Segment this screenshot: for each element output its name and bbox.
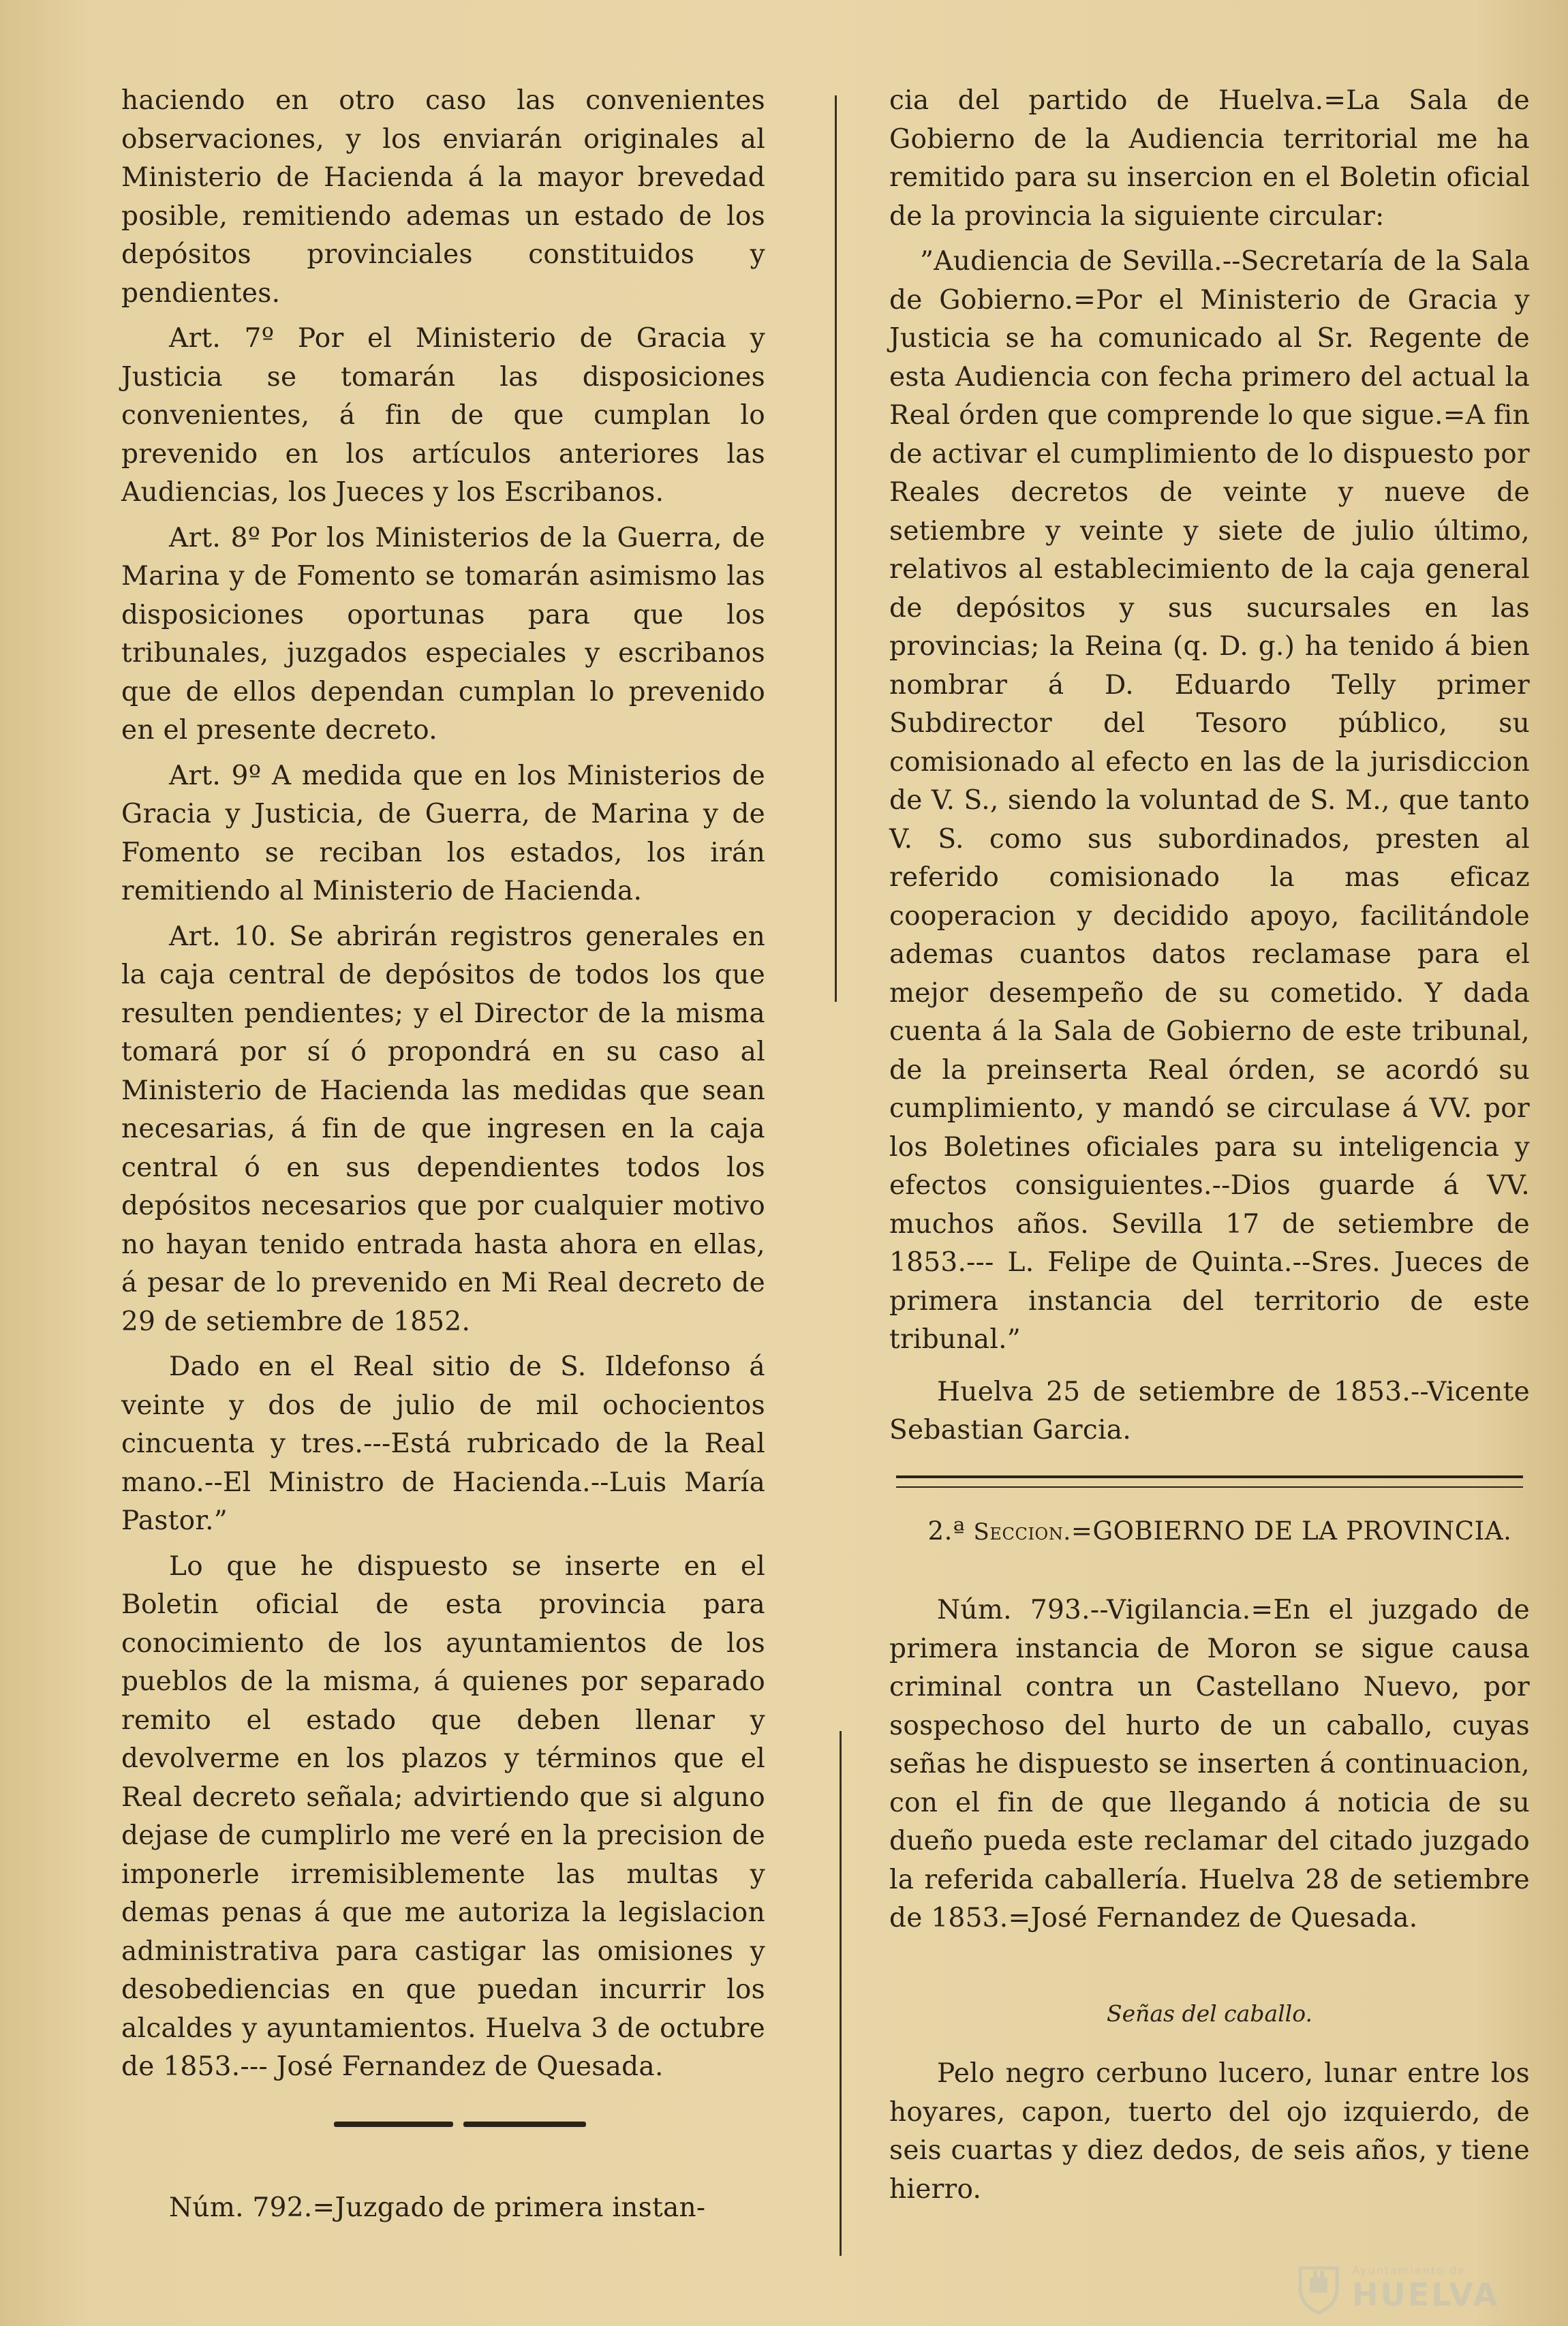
ornamental-rule (334, 2118, 586, 2130)
column-divider-lower (840, 1731, 842, 2256)
horse-description-caption: Señas del caballo. (1106, 2000, 1313, 2027)
article-9: Art. 9º A medida que en los Ministerios de Gracia y Justicia, de Guerra, de Marina y de Fomento se reciban los estados, los irán remitiendo al Ministerio de Hacienda. (121, 760, 765, 906)
section-label: Seccion. (973, 1518, 1071, 1546)
watermark (1295, 2261, 1554, 2316)
section-number: 2.ª (927, 1516, 966, 1546)
article-7: Art. 7º Por el Ministerio de Gracia y Justicia se tomarán las disposiciones convenientes, á fin de que cumplan lo prevenido en los artículos anteriores las Audiencias, los Jueces y los Escribanos. (121, 323, 765, 508)
notice-793: Núm. 793.--Vigilancia.=En el juzgado de primera instancia de Moron se sigue causa criminal contra un Castellano Nuevo, por sospechoso del hurto de un caballo, cuyas señas he dispuesto se inserten á continuacion, con el fin de que llegando á noticia de su dueño pueda este reclamar del citado juzgado la referida caballería. Huelva 28 de setiembre de 1853.=José Fernandez de Quesada. (889, 1595, 1530, 1933)
watermark-label: Ayuntamiento de (1352, 2264, 1466, 2277)
governor-notice: Lo que he dispuesto se inserte en el Boletin oficial de esta provincia para conocimiento de los ayuntamientos de los pueblos de la misma, á quienes por separado remito el estado que deben llenar y devolverme en los plazos y términos que el Real decreto señala; advirtiendo que si alguno dejase de cumplirlo me veré en la precision de imponerle irremisiblemente las multas y demas penas á que me autoriza la legislacion administrativa para castigar las omisiones y desobediencias en que puedan incurrir los alcaldes y ayuntamientos. Huelva 3 de octubre de 1853.--- José Fernandez de Quesada. (121, 1550, 765, 2082)
notice-signature: Huelva 25 de setiembre de 1853.--Vicente Sebastian Garcia. (889, 1376, 1530, 1445)
column-divider (835, 95, 837, 1002)
horse-description (889, 2055, 1530, 2216)
section-heading (913, 1514, 1526, 1549)
paragraph: cia del partido de Huelva.=La Sala de Gobierno de la Audiencia territorial me ha remitido para su insercion en el Boletin oficial de la provincia la siguiente circular: (889, 85, 1530, 232)
horse-description-text: Pelo negro cerbuno lucero, lunar entre los hoyares, capon, tuerto del ojo izquierdo, de seis cuartas y diez dedos, de seis años, y tiene hierro. (889, 2058, 1530, 2205)
audiencia-circular: ”Audiencia de Sevilla.--Secretaría de la Sala de Gobierno.=Por el Ministerio de Gracia y Justicia se ha comunicado al Sr. Regente de esta Audiencia con fecha primero del actual la Real órden que comprende lo que sigue.=A fin de activar el cumplimiento de lo dispuesto por Reales decretos de veinte y nueve de setiembre y veinte y siete de julio último, relativos al establecimiento de la caja general de depósitos y sus sucursales en las provincias; la Reina (q. D. g.) ha tenido á bien nombrar á D. Eduardo Telly primer Subdirector del Tesoro público, su comisionado al efecto en las de la jurisdiccion de V. S., siendo la voluntad de S. M., que tanto V. S. como sus subordinados, presten al referido comisionado la mas eficaz cooperacion y decidido apoyo, facilitándole ademas cuantos datos reclamase para el mejor desempeño de su cometido. Y dada cuenta á la Sala de Gobierno de este tribunal, de la preinserta Real órden, se acordó su cumplimiento, y mandó se circulase á VV. por los Boletines oficiales para su inteligencia y efectos consiguientes.--Dios guarde á VV. muchos años. Sevilla 17 de setiembre de 1853.--- L. Felipe de Quinta.--Sres. Jueces de primera instancia del territorio de este tribunal.” (889, 246, 1530, 1355)
right-column-lower (889, 1591, 1530, 1945)
article-10: Art. 10. Se abrirán registros generales en la caja central de depósitos de todos los que resulten pendientes; y el Director de la misma tomará por sí ó propondrá en su caso al Ministerio de Hacienda las medidas que sean necesarias, á fin de que ingresen en la caja central ó en sus dependientes todos los depósitos necesarios que por cualquier motivo no hayan tenido entrada hasta ahora en ellas, á pesar de lo prevenido en Mi Real decreto de 29 de setiembre de 1852. (121, 921, 765, 1337)
paragraph: haciendo en otro caso las convenientes observaciones, y los enviarán originales al Ministerio de Hacienda á la mayor brevedad posible, remitiendo ademas un estado de los depósitos provinciales constituidos y pendientes. (121, 85, 765, 309)
watermark-name: HUELVA (1352, 2276, 1500, 2313)
notice-792-heading: Núm. 792.=Juzgado de primera instan- (169, 2192, 706, 2223)
city-crest-icon (1295, 2261, 1342, 2314)
right-column (889, 82, 1530, 1457)
article-8: Art. 8º Por los Ministerios de la Guerra, de Marina y de Fomento se tomarán asimismo las disposiciones oportunas para que los tribunales, juzgados especiales y escribanos que de ellos dependan cumplan lo prevenido en el presente decreto. (121, 522, 765, 746)
left-column (121, 82, 765, 2234)
section-divider (896, 1475, 1523, 1488)
decree-signature: Dado en el Real sitio de S. Ildefonso á veinte y dos de julio de mil ochocientos cincuenta y tres.---Está rubricado de la Real mano.--El Ministro de Hacienda.--Luis María Pastor.” (121, 1351, 765, 1536)
section-title: =GOBIERNO DE LA PROVINCIA. (1071, 1516, 1512, 1546)
